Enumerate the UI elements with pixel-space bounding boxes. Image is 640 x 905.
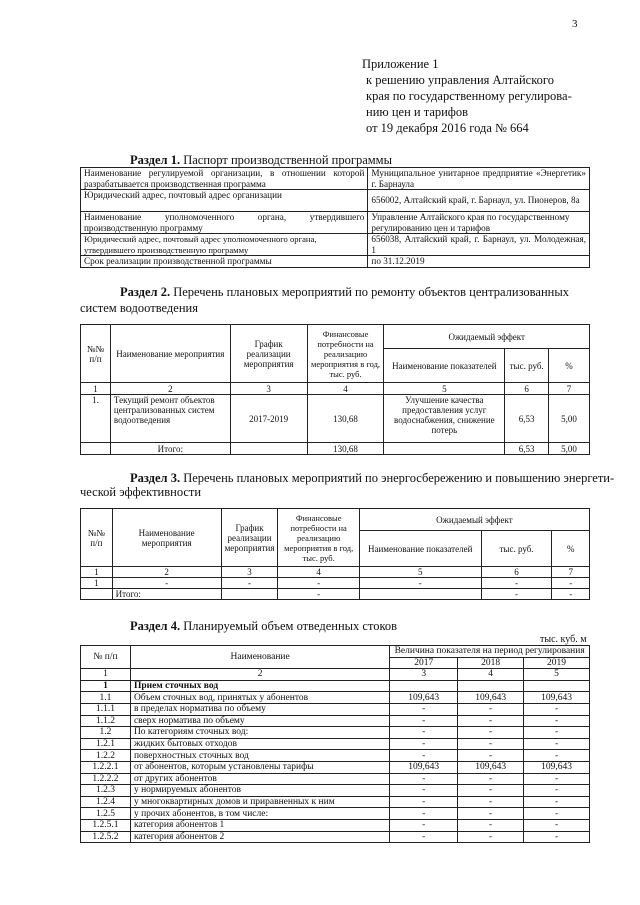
table-row <box>81 212 590 234</box>
passport-value: Муниципальное унитарное предприятие «Энергетик» г. Барнаула <box>368 168 590 190</box>
cell-rub: 6,53 <box>505 395 549 443</box>
cell-value: - <box>458 796 524 808</box>
total-rub: 6,53 <box>505 443 549 455</box>
section4-title: Планируемый объем отведенных стоков <box>183 619 398 633</box>
col-number: 4 <box>458 669 524 681</box>
appendix-line: Приложение 1 <box>362 57 439 71</box>
cell-name: - <box>112 578 221 589</box>
cell-name: от других абонентов <box>130 773 389 785</box>
cell-num: 1.1.1 <box>81 703 131 715</box>
cell-name: поверхностных сточных вод <box>130 750 389 762</box>
table-row <box>81 750 590 762</box>
cell-value: - <box>390 785 458 797</box>
total-finance: 130,68 <box>307 443 384 455</box>
cell-value: 109,643 <box>458 761 524 773</box>
cell-value: - <box>458 808 524 820</box>
passport-value: по 31.12.2019 <box>368 256 590 268</box>
cell-value: - <box>524 773 590 785</box>
cell-value: - <box>524 808 590 820</box>
appendix-header <box>362 56 572 136</box>
col-number: 6 <box>481 567 552 578</box>
cell-schedule: 2017-2019 <box>230 395 307 443</box>
cell-name: в пределах норматива по объему <box>130 703 389 715</box>
passport-value: 656038, Алтайский край, г. Барнаул, ул. Молодежная, 1 <box>368 234 590 256</box>
table-row <box>81 727 590 739</box>
cell-value: - <box>458 831 524 843</box>
cell-num: 1.1 <box>81 692 131 704</box>
col-year: 2018 <box>458 657 524 669</box>
cell-num: 1.1.2 <box>81 715 131 727</box>
total-label: Итого: <box>110 443 230 455</box>
cell-value: - <box>390 750 458 762</box>
col-num: № п/п <box>81 646 131 669</box>
table-row <box>81 808 590 820</box>
cell-empty <box>359 589 481 600</box>
total-pct: 5,00 <box>549 443 590 455</box>
appendix-line: к решению управления Алтайского <box>366 73 554 87</box>
col-number: 3 <box>221 567 278 578</box>
col-pct: % <box>552 531 590 567</box>
section3-label: Раздел 3. <box>130 471 181 485</box>
total-label: Итого: <box>112 589 221 600</box>
section2-heading <box>120 285 569 300</box>
table-header-row <box>81 509 590 531</box>
table-row <box>81 773 590 785</box>
col-num: №№ п/п <box>81 325 111 383</box>
cell-value: - <box>524 796 590 808</box>
cell-rub: - <box>481 578 552 589</box>
col-number: 5 <box>524 669 590 681</box>
total-row <box>81 589 590 600</box>
cell-name: у нормируемых абонентов <box>130 785 389 797</box>
passport-value: Управление Алтайского края по государственному регулированию цен и тарифов <box>368 212 590 234</box>
section1-label: Раздел 1. <box>130 153 181 167</box>
col-rub: тыс. руб. <box>505 349 549 383</box>
col-effect: Ожидаемый эффект <box>384 325 590 349</box>
cell-num: 1 <box>81 680 131 692</box>
total-rub: - <box>481 589 552 600</box>
table-header-row <box>81 646 590 658</box>
cell-pct: - <box>552 578 590 589</box>
col-number: 1 <box>81 669 131 681</box>
cell-value: - <box>390 831 458 843</box>
section3-heading <box>130 471 614 486</box>
col-number: 7 <box>552 567 590 578</box>
cell-indicator: - <box>359 578 481 589</box>
section4-label: Раздел 4. <box>130 619 181 633</box>
cell-schedule: - <box>221 578 278 589</box>
cell-name: По категориям сточных вод: <box>130 727 389 739</box>
section2-title-line1: Перечень плановых мероприятий по ремонту объектов централизованных <box>173 285 569 299</box>
cell-value: - <box>458 738 524 750</box>
col-number: 1 <box>81 567 113 578</box>
col-number: 3 <box>390 669 458 681</box>
cell-value: 109,643 <box>458 692 524 704</box>
table-row <box>81 190 590 212</box>
col-schedule: График реализации мероприятия <box>230 325 307 383</box>
section4-heading <box>130 619 397 634</box>
cell-value: - <box>524 831 590 843</box>
cell-empty <box>221 589 278 600</box>
energy-table <box>80 508 590 600</box>
column-numbers-row <box>81 567 590 578</box>
total-pct: - <box>552 589 590 600</box>
cell-indicator: Улучшение качества предоставления услуг водоснабжения, снижение потерь <box>384 395 505 443</box>
section2-title-line2: систем водоотведения <box>80 301 198 315</box>
col-number: 3 <box>230 383 307 395</box>
section1-title: Паспорт производственной программы <box>183 153 392 167</box>
table-row <box>81 796 590 808</box>
cell-value: - <box>524 703 590 715</box>
cell-value: 109,643 <box>390 761 458 773</box>
table-row <box>81 703 590 715</box>
cell-value: - <box>524 715 590 727</box>
col-number: 4 <box>307 383 384 395</box>
cell-name: Объем сточных вод, принятых у абонентов <box>130 692 389 704</box>
table-row <box>81 168 590 190</box>
table-row <box>81 761 590 773</box>
column-numbers-row <box>81 383 590 395</box>
col-indicator: Наименование показателей <box>384 349 505 383</box>
passport-table <box>80 167 590 268</box>
col-effect: Ожидаемый эффект <box>359 509 589 531</box>
cell-num: 1. <box>81 395 111 443</box>
table-header-row <box>81 325 590 349</box>
cell-value: 109,643 <box>524 761 590 773</box>
cell-value: - <box>524 819 590 831</box>
col-number: 5 <box>359 567 481 578</box>
page-number: 3 <box>572 18 578 30</box>
table-row <box>81 578 590 589</box>
col-year: 2017 <box>390 657 458 669</box>
col-number: 5 <box>384 383 505 395</box>
cell-name: Прием сточных вод <box>130 680 389 692</box>
cell-finance: - <box>278 578 359 589</box>
cell-empty <box>81 443 111 455</box>
cell-pct: 5,00 <box>549 395 590 443</box>
cell-name: жидких бытовых отходов <box>130 738 389 750</box>
cell-value: - <box>390 727 458 739</box>
cell-value: 109,643 <box>390 692 458 704</box>
cell-value: - <box>390 819 458 831</box>
col-finance: Финансовые потребности на реализацию мероприятия в год, тыс. руб. <box>307 325 384 383</box>
cell-value: - <box>458 727 524 739</box>
cell-value: - <box>390 796 458 808</box>
cell-value: - <box>458 785 524 797</box>
wastewater-table <box>80 645 590 843</box>
cell-name: категория абонентов 1 <box>130 819 389 831</box>
cell-value: - <box>458 819 524 831</box>
col-indicator: Наименование показателей <box>359 531 481 567</box>
cell-empty <box>81 589 113 600</box>
passport-name: Срок реализации производственной программы <box>81 256 368 268</box>
cell-value <box>458 680 524 692</box>
cell-empty <box>384 443 505 455</box>
cell-name: Текущий ремонт объектов централизованных систем водоотведения <box>110 395 230 443</box>
cell-name: у прочих абонентов, в том числе: <box>130 808 389 820</box>
column-numbers-row <box>81 669 590 681</box>
col-year: 2019 <box>524 657 590 669</box>
table-row <box>81 819 590 831</box>
cell-num: 1.2.5 <box>81 808 131 820</box>
col-pct: % <box>549 349 590 383</box>
cell-empty <box>230 443 307 455</box>
col-number: 2 <box>130 669 389 681</box>
cell-num: 1.2 <box>81 727 131 739</box>
col-rub: тыс. руб. <box>481 531 552 567</box>
table-row <box>81 395 590 443</box>
col-num: №№ п/п <box>81 509 113 567</box>
table-row <box>81 234 590 256</box>
passport-name: Юридический адрес, почтовый адрес уполномоченного органа, утвердившего производственную программу <box>81 234 368 256</box>
col-number: 2 <box>110 383 230 395</box>
table-row <box>81 738 590 750</box>
wastewater-rows <box>81 680 590 842</box>
col-name: Наименование мероприятия <box>110 325 230 383</box>
cell-value: 109,643 <box>524 692 590 704</box>
table-row <box>81 680 590 692</box>
col-schedule: График реализации мероприятия <box>221 509 278 567</box>
units-label: тыс. куб. м <box>540 634 587 645</box>
col-number: 6 <box>505 383 549 395</box>
cell-value: - <box>390 808 458 820</box>
cell-value: - <box>390 738 458 750</box>
col-number: 7 <box>549 383 590 395</box>
cell-value: - <box>458 715 524 727</box>
passport-name: Юридический адрес, почтовый адрес организации <box>81 190 368 212</box>
section2-label: Раздел 2. <box>120 285 171 299</box>
cell-name: категория абонентов 2 <box>130 831 389 843</box>
cell-num: 1.2.5.2 <box>81 831 131 843</box>
col-name: Наименование мероприятия <box>112 509 221 567</box>
appendix-line: от 19 декабря 2016 года № 664 <box>366 121 529 135</box>
cell-value: - <box>458 750 524 762</box>
repair-table <box>80 324 590 455</box>
cell-num: 1.2.1 <box>81 738 131 750</box>
cell-value: - <box>524 750 590 762</box>
table-row <box>81 256 590 268</box>
cell-name: от абонентов, которым установлены тарифы <box>130 761 389 773</box>
table-row <box>81 692 590 704</box>
table-row <box>81 831 590 843</box>
cell-value: - <box>390 703 458 715</box>
cell-value: - <box>524 785 590 797</box>
section3-title-line2: ческой эффективности <box>80 485 202 499</box>
col-period: Величина показателя на период регулирования <box>390 646 590 658</box>
cell-name: сверх норматива по объему <box>130 715 389 727</box>
col-number: 4 <box>278 567 359 578</box>
cell-name: у многоквартирных домов и приравненных к ним <box>130 796 389 808</box>
col-number: 2 <box>112 567 221 578</box>
cell-value <box>524 680 590 692</box>
cell-value: - <box>390 773 458 785</box>
cell-value: - <box>458 703 524 715</box>
cell-num: 1.2.2.1 <box>81 761 131 773</box>
cell-num: 1.2.2 <box>81 750 131 762</box>
cell-num: 1.2.5.1 <box>81 819 131 831</box>
cell-finance: 130,68 <box>307 395 384 443</box>
section1-heading <box>130 153 392 168</box>
section3-title-line1: Перечень плановых мероприятий по энергосбережению и повышению энергети- <box>183 471 615 485</box>
passport-name: Наименование уполномоченного органа, утвердившего производственную программу <box>81 212 368 234</box>
total-finance: - <box>278 589 359 600</box>
appendix-line: нию цен и тарифов <box>366 105 469 119</box>
col-number: 1 <box>81 383 111 395</box>
cell-num: 1.2.3 <box>81 785 131 797</box>
total-row <box>81 443 590 455</box>
col-name: Наименование <box>130 646 389 669</box>
col-finance: Финансовые потребности на реализацию мероприятия в год, тыс. руб. <box>278 509 359 567</box>
passport-name: Наименование регулируемой организации, в отношении которой разрабатывается производственная программа <box>81 168 368 190</box>
cell-value: - <box>524 727 590 739</box>
cell-value <box>390 680 458 692</box>
cell-value: - <box>458 773 524 785</box>
cell-value: - <box>524 738 590 750</box>
passport-value: 656002, Алтайский край, г. Барнаул, ул. Пионеров, 8а <box>368 190 590 212</box>
table-row <box>81 715 590 727</box>
cell-num: 1.2.2.2 <box>81 773 131 785</box>
cell-num: 1 <box>81 578 113 589</box>
appendix-line: края по государственному регулирова- <box>366 89 572 103</box>
cell-num: 1.2.4 <box>81 796 131 808</box>
cell-value: - <box>390 715 458 727</box>
table-row <box>81 785 590 797</box>
